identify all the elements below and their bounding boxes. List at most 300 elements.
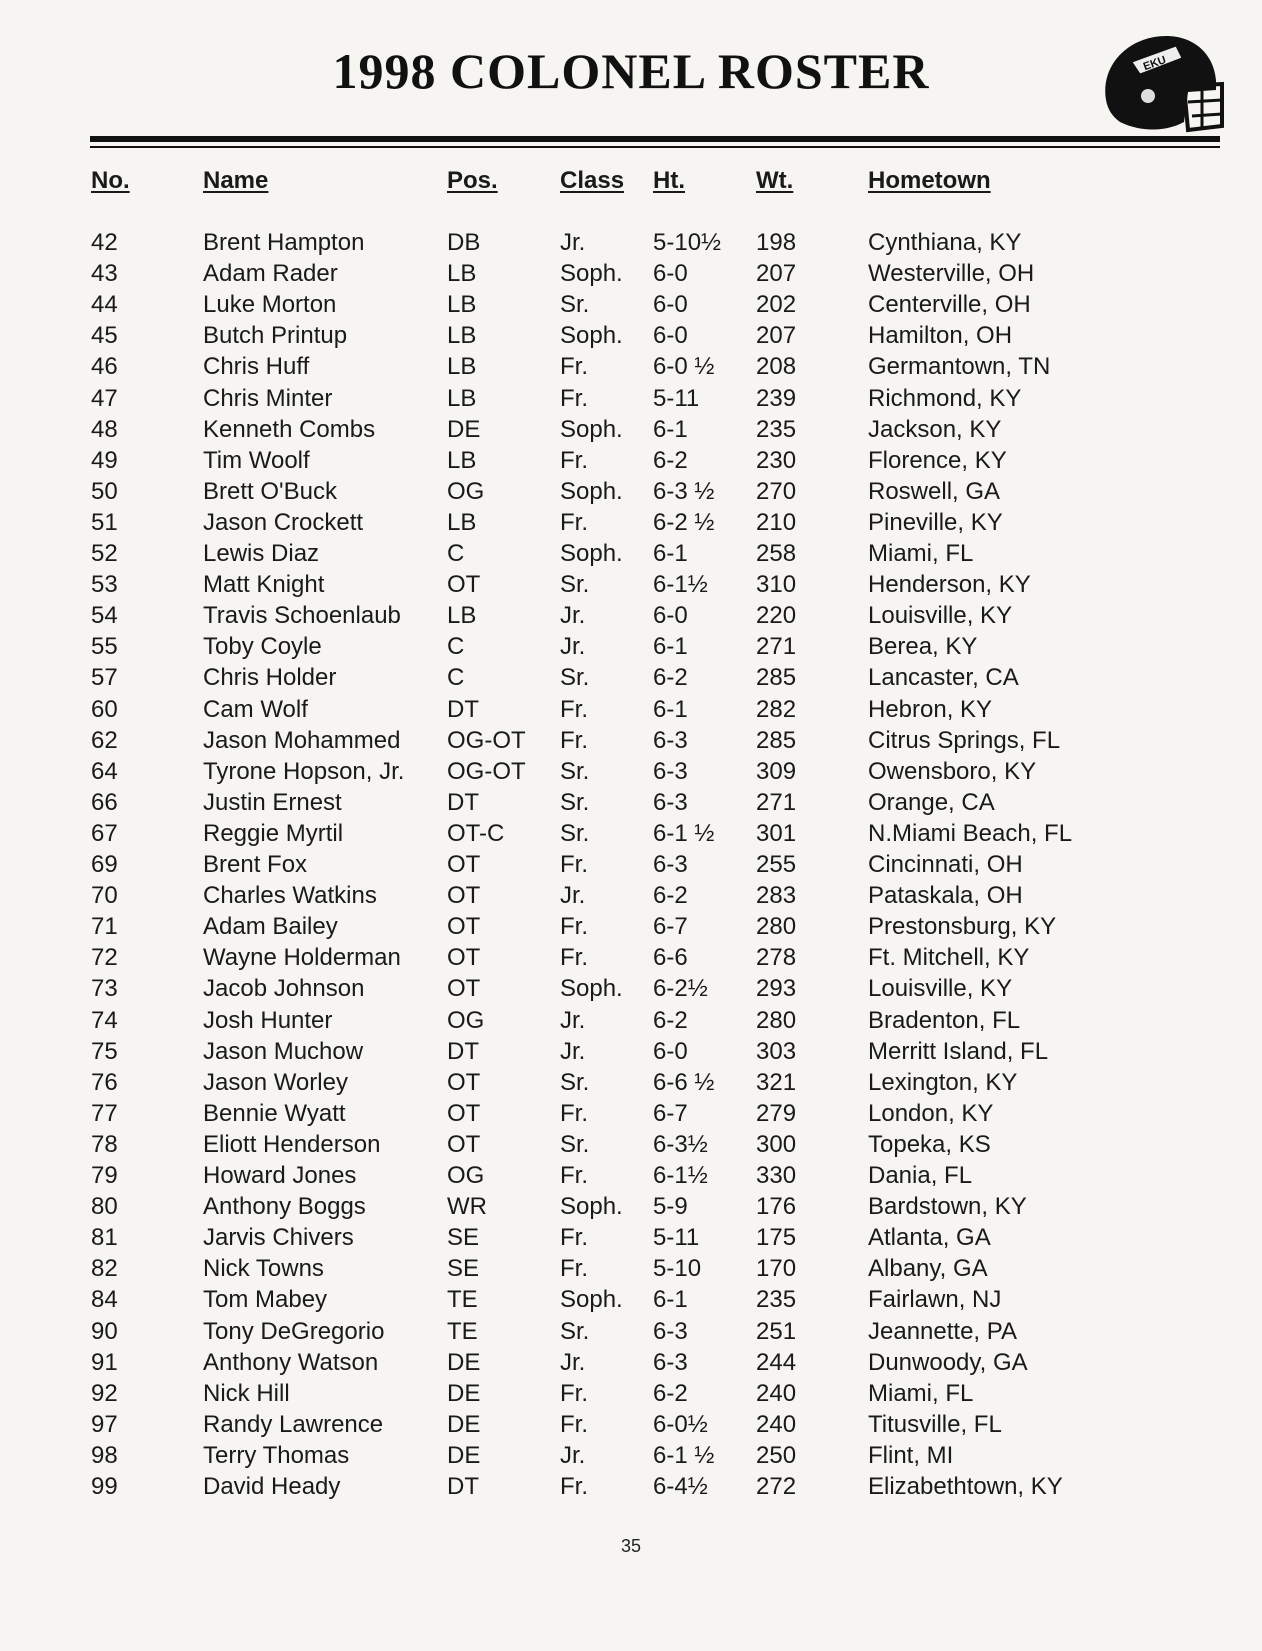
cell-no: 81 [91,1224,118,1252]
cell-pos: OT [447,1068,481,1096]
cell-wt: 230 [756,446,797,474]
cell-class: Jr. [560,882,586,910]
cell-name: Tom Mabey [203,1286,328,1314]
cell-pos: LB [447,446,477,474]
cell-pos: DE [447,1441,481,1469]
cell-name: Tony DeGregorio [203,1317,385,1345]
cell-ht: 6-0 [653,602,688,630]
cell-wt: 282 [756,695,797,723]
cell-class: Jr. [560,1037,586,1065]
cell-ht: 5-9 [653,1193,688,1221]
cell-hometown: Jeannette, PA [868,1317,1017,1345]
cell-no: 55 [91,633,118,661]
cell-hometown: Pataskala, OH [868,882,1023,910]
cell-name: Reggie Myrtil [203,819,344,847]
cell-class: Soph. [560,415,623,443]
cell-ht: 6-6 [653,944,688,972]
cell-no: 98 [91,1441,118,1469]
cell-ht: 6-1 [653,633,688,661]
cell-name: Jacob Johnson [203,975,365,1003]
cell-class: Soph. [560,1193,623,1221]
cell-pos: DE [447,415,481,443]
header-wt: Wt. [756,167,794,194]
cell-ht: 6-3 [653,726,688,754]
cell-class: Fr. [560,353,588,381]
cell-hometown: Titusville, FL [868,1410,1002,1438]
table-row [0,352,1262,382]
cell-hometown: Bradenton, FL [868,1006,1021,1034]
cell-ht: 6-3½ [653,1130,708,1158]
cell-name: Chris Huff [203,353,310,381]
cell-pos: OT [447,913,481,941]
cell-name: Chris Minter [203,384,333,412]
cell-class: Jr. [560,1348,586,1376]
cell-pos: C [447,633,465,661]
table-row [0,539,1262,569]
cell-hometown: Lancaster, CA [868,664,1019,692]
cell-class: Jr. [560,602,586,630]
cell-class: Soph. [560,540,623,567]
cell-class: Fr. [560,1255,588,1283]
cell-wt: 285 [756,726,797,754]
cell-no: 64 [91,757,118,785]
cell-pos: TE [447,1317,478,1345]
cell-no: 80 [91,1193,118,1221]
cell-hometown: Orange, CA [868,788,995,816]
table-row [0,1037,1262,1067]
cell-hometown: Westerville, OH [868,260,1035,288]
cell-no: 57 [91,664,118,692]
header-no: No. [91,167,130,194]
cell-pos: OT-C [447,819,505,847]
cell-no: 50 [91,477,118,505]
cell-hometown: Pineville, KY [868,508,1003,536]
cell-name: Kenneth Combs [203,415,376,443]
cell-wt: 170 [756,1255,797,1283]
cell-ht: 6-1½ [653,571,708,599]
cell-pos: OT [447,975,481,1003]
cell-name: Jason Worley [203,1068,348,1096]
cell-wt: 175 [756,1224,797,1252]
table-row [0,632,1262,662]
cell-name: Jason Crockett [203,508,364,536]
cell-wt: 207 [756,260,797,288]
cell-hometown: Lexington, KY [868,1068,1018,1096]
cell-name: Eliott Henderson [203,1130,381,1158]
cell-name: Randy Lawrence [203,1410,384,1438]
cell-wt: 310 [756,571,797,599]
cell-hometown: Citrus Springs, FL [868,726,1061,754]
cell-name: Brett O'Buck [203,477,337,505]
cell-class: Sr. [560,291,590,319]
cell-ht: 6-0½ [653,1410,708,1438]
cell-no: 72 [91,944,118,972]
cell-pos: SE [447,1255,480,1283]
cell-wt: 244 [756,1348,797,1376]
cell-hometown: Hebron, KY [868,695,993,723]
cell-wt: 202 [756,291,797,319]
cell-class: Soph. [560,1286,623,1314]
cell-ht: 6-0 [653,291,688,319]
cell-pos: OT [447,1099,481,1127]
cell-no: 90 [91,1317,118,1345]
cell-no: 53 [91,571,118,599]
cell-class: Jr. [560,1441,586,1469]
cell-no: 60 [91,695,118,723]
cell-no: 67 [91,819,118,847]
cell-hometown: Miami, FL [868,540,974,567]
cell-ht: 5-11 [653,384,700,412]
cell-ht: 6-3 [653,757,688,785]
cell-hometown: Atlanta, GA [868,1224,991,1252]
cell-name: Brent Hampton [203,229,365,256]
cell-ht: 6-3 [653,1348,688,1376]
cell-class: Sr. [560,819,590,847]
cell-wt: 207 [756,322,797,350]
header-class: Class [560,167,625,194]
cell-wt: 239 [756,384,797,412]
table-row [0,1379,1262,1409]
cell-pos: LB [447,353,477,381]
cell-no: 47 [91,384,118,412]
cell-wt: 208 [756,353,797,381]
cell-hometown: Dunwoody, GA [868,1348,1028,1376]
cell-hometown: Miami, FL [868,1379,974,1407]
cell-no: 99 [91,1473,118,1500]
cell-hometown: London, KY [868,1099,994,1127]
cell-wt: 309 [756,757,797,785]
cell-no: 44 [91,291,118,319]
cell-hometown: Albany, GA [868,1255,988,1283]
cell-ht: 6-1 [653,1286,688,1314]
cell-no: 52 [91,540,118,567]
header-rule-thick [90,136,1220,142]
cell-ht: 6-3 [653,788,688,816]
table-row [0,788,1262,818]
cell-wt: 270 [756,477,797,505]
cell-hometown: Centerville, OH [868,291,1031,319]
cell-name: Howard Jones [203,1162,357,1189]
table-row [0,695,1262,725]
table-row [0,1068,1262,1098]
cell-ht: 6-1 [653,695,688,723]
cell-wt: 280 [756,913,797,941]
cell-ht: 6-2 ½ [653,508,715,536]
table-row [0,850,1262,880]
cell-class: Soph. [560,322,623,350]
cell-name: Chris Holder [203,664,337,692]
table-row [0,570,1262,600]
cell-wt: 280 [756,1006,797,1034]
cell-no: 43 [91,260,118,288]
cell-wt: 235 [756,1286,797,1314]
cell-no: 79 [91,1162,118,1189]
cell-class: Sr. [560,1317,590,1345]
cell-class: Soph. [560,260,623,288]
cell-wt: 220 [756,602,797,630]
cell-class: Fr. [560,508,588,536]
cell-name: Tyrone Hopson, Jr. [203,757,405,785]
table-row [0,912,1262,942]
cell-pos: OG [447,1006,485,1034]
cell-name: Brent Fox [203,851,308,878]
cell-hometown: Roswell, GA [868,477,1001,505]
cell-no: 76 [91,1068,118,1096]
cell-hometown: Germantown, TN [868,353,1051,381]
cell-wt: 210 [756,508,797,536]
table-row [0,290,1262,320]
cell-no: 91 [91,1348,118,1376]
cell-no: 92 [91,1379,118,1407]
cell-pos: OG-OT [447,726,526,754]
table-row [0,259,1262,289]
table-row [0,757,1262,787]
cell-ht: 6-3 ½ [653,477,715,505]
cell-no: 42 [91,229,118,256]
cell-name: Toby Coyle [203,633,322,661]
cell-wt: 278 [756,944,797,972]
cell-wt: 176 [756,1193,797,1221]
cell-ht: 6-7 [653,1099,688,1127]
cell-class: Fr. [560,726,588,754]
table-row [0,663,1262,693]
cell-no: 69 [91,851,118,878]
cell-hometown: Elizabethtown, KY [868,1473,1063,1500]
cell-class: Fr. [560,384,588,412]
table-row [0,446,1262,476]
cell-class: Fr. [560,1410,588,1438]
cell-pos: LB [447,384,477,412]
cell-pos: OG [447,477,485,505]
cell-hometown: Jackson, KY [868,415,1002,443]
cell-name: Josh Hunter [203,1006,333,1034]
cell-class: Sr. [560,571,590,599]
cell-no: 77 [91,1099,118,1127]
cell-ht: 6-2 [653,882,688,910]
cell-ht: 6-1 ½ [653,819,715,847]
cell-wt: 321 [756,1068,797,1096]
cell-ht: 6-2 [653,1006,688,1034]
cell-class: Fr. [560,1099,588,1127]
cell-name: Butch Printup [203,322,348,350]
cell-name: Nick Towns [203,1255,324,1283]
table-row [0,1317,1262,1347]
cell-pos: OT [447,851,481,878]
cell-hometown: Topeka, KS [868,1130,991,1158]
cell-ht: 5-10 [653,1255,702,1283]
cell-name: Justin Ernest [203,788,342,816]
cell-pos: OT [447,944,481,972]
cell-class: Fr. [560,913,588,941]
cell-ht: 6-4½ [653,1473,708,1500]
table-row [0,415,1262,445]
table-row [0,974,1262,1004]
cell-hometown: Fairlawn, NJ [868,1286,1002,1314]
cell-class: Jr. [560,229,586,256]
cell-name: Luke Morton [203,291,337,319]
cell-pos: LB [447,602,477,630]
cell-hometown: N.Miami Beach, FL [868,819,1073,847]
cell-hometown: Louisville, KY [868,602,1013,630]
table-row [0,1006,1262,1036]
cell-pos: WR [447,1193,487,1221]
cell-class: Fr. [560,695,588,723]
cell-wt: 279 [756,1099,797,1127]
table-row [0,601,1262,631]
cell-class: Fr. [560,1224,588,1252]
cell-wt: 301 [756,819,797,847]
table-row [0,477,1262,507]
table-row [0,1441,1262,1471]
cell-wt: 250 [756,1441,797,1469]
cell-pos: DT [447,695,479,723]
table-row [0,384,1262,414]
cell-wt: 300 [756,1130,797,1158]
table-row [0,1099,1262,1129]
cell-wt: 303 [756,1037,797,1065]
cell-ht: 5-10½ [653,229,722,256]
table-row [0,321,1262,351]
cell-pos: LB [447,260,477,288]
cell-name: Wayne Holderman [203,944,401,972]
cell-hometown: Richmond, KY [868,384,1022,412]
cell-class: Fr. [560,1379,588,1407]
cell-pos: DT [447,788,479,816]
cell-class: Jr. [560,1006,586,1034]
cell-class: Sr. [560,757,590,785]
cell-pos: SE [447,1224,480,1252]
cell-ht: 6-3 [653,851,688,878]
page-number: 35 [620,1536,642,1556]
cell-hometown: Bardstown, KY [868,1193,1027,1221]
table-row [0,1348,1262,1378]
cell-pos: LB [447,322,477,350]
cell-pos: OG [447,1162,485,1189]
cell-class: Sr. [560,788,590,816]
cell-ht: 6-1½ [653,1162,708,1189]
cell-pos: TE [447,1286,478,1314]
cell-ht: 5-11 [653,1224,700,1252]
cell-wt: 255 [756,851,797,878]
cell-wt: 330 [756,1162,797,1189]
cell-no: 54 [91,602,118,630]
cell-pos: DB [447,229,481,256]
cell-ht: 6-0 [653,1037,688,1065]
table-row [0,508,1262,538]
table-row [0,1223,1262,1253]
table-row [0,1410,1262,1440]
cell-no: 97 [91,1410,118,1438]
cell-wt: 285 [756,664,797,692]
cell-hometown: Hamilton, OH [868,322,1013,350]
cell-wt: 240 [756,1410,797,1438]
cell-ht: 6-1 [653,540,688,567]
cell-wt: 272 [756,1473,797,1500]
cell-name: Travis Schoenlaub [203,602,401,630]
cell-name: Anthony Boggs [203,1193,366,1221]
cell-wt: 258 [756,540,797,567]
cell-no: 49 [91,446,118,474]
header-pos: Pos. [447,167,498,194]
cell-name: Lewis Diaz [203,540,320,567]
table-row [0,943,1262,973]
cell-no: 70 [91,882,118,910]
cell-hometown: Cincinnati, OH [868,851,1023,878]
cell-no: 51 [91,508,118,536]
cell-no: 45 [91,322,118,350]
cell-hometown: Flint, MI [868,1441,954,1469]
table-row [0,228,1262,258]
cell-hometown: Ft. Mitchell, KY [868,944,1030,972]
cell-no: 74 [91,1006,118,1034]
cell-class: Soph. [560,975,623,1003]
cell-pos: OT [447,882,481,910]
cell-hometown: Cynthiana, KY [868,229,1022,256]
cell-no: 73 [91,975,118,1003]
cell-no: 78 [91,1130,118,1158]
cell-pos: LB [447,291,477,319]
cell-pos: DT [447,1473,479,1500]
cell-pos: OT [447,571,481,599]
cell-hometown: Florence, KY [868,446,1007,474]
cell-wt: 251 [756,1317,797,1345]
cell-class: Soph. [560,477,623,505]
cell-ht: 6-2 [653,1379,688,1407]
cell-pos: LB [447,508,477,536]
cell-ht: 6-0 [653,322,688,350]
cell-ht: 6-2 [653,664,688,692]
cell-ht: 6-2 [653,446,688,474]
cell-name: Anthony Watson [203,1348,379,1376]
header-hometown: Hometown [868,167,991,194]
cell-pos: C [447,540,465,567]
cell-wt: 283 [756,882,797,910]
table-row [0,1130,1262,1160]
cell-ht: 6-1 ½ [653,1441,715,1469]
cell-class: Sr. [560,1130,590,1158]
cell-name: Terry Thomas [203,1441,350,1469]
cell-no: 66 [91,788,118,816]
cell-no: 46 [91,353,118,381]
table-row [0,1285,1262,1315]
cell-name: Tim Woolf [203,446,310,474]
cell-wt: 235 [756,415,797,443]
cell-pos: DE [447,1379,481,1407]
cell-pos: OG-OT [447,757,526,785]
cell-ht: 6-0 [653,260,688,288]
cell-wt: 240 [756,1379,797,1407]
cell-hometown: Louisville, KY [868,975,1013,1003]
cell-class: Sr. [560,664,590,692]
cell-no: 75 [91,1037,118,1065]
cell-pos: OT [447,1130,481,1158]
cell-no: 84 [91,1286,118,1314]
cell-hometown: Owensboro, KY [868,757,1037,785]
cell-no: 62 [91,726,118,754]
cell-class: Fr. [560,1473,588,1500]
cell-name: Adam Rader [203,260,338,288]
helmet-icon [1096,30,1224,138]
cell-wt: 271 [756,788,797,816]
table-row [0,1472,1262,1502]
cell-pos: C [447,664,465,692]
cell-hometown: Merritt Island, FL [868,1037,1049,1065]
cell-class: Fr. [560,944,588,972]
table-row [0,819,1262,849]
cell-ht: 6-7 [653,913,688,941]
cell-ht: 6-3 [653,1317,688,1345]
cell-no: 71 [91,913,118,941]
